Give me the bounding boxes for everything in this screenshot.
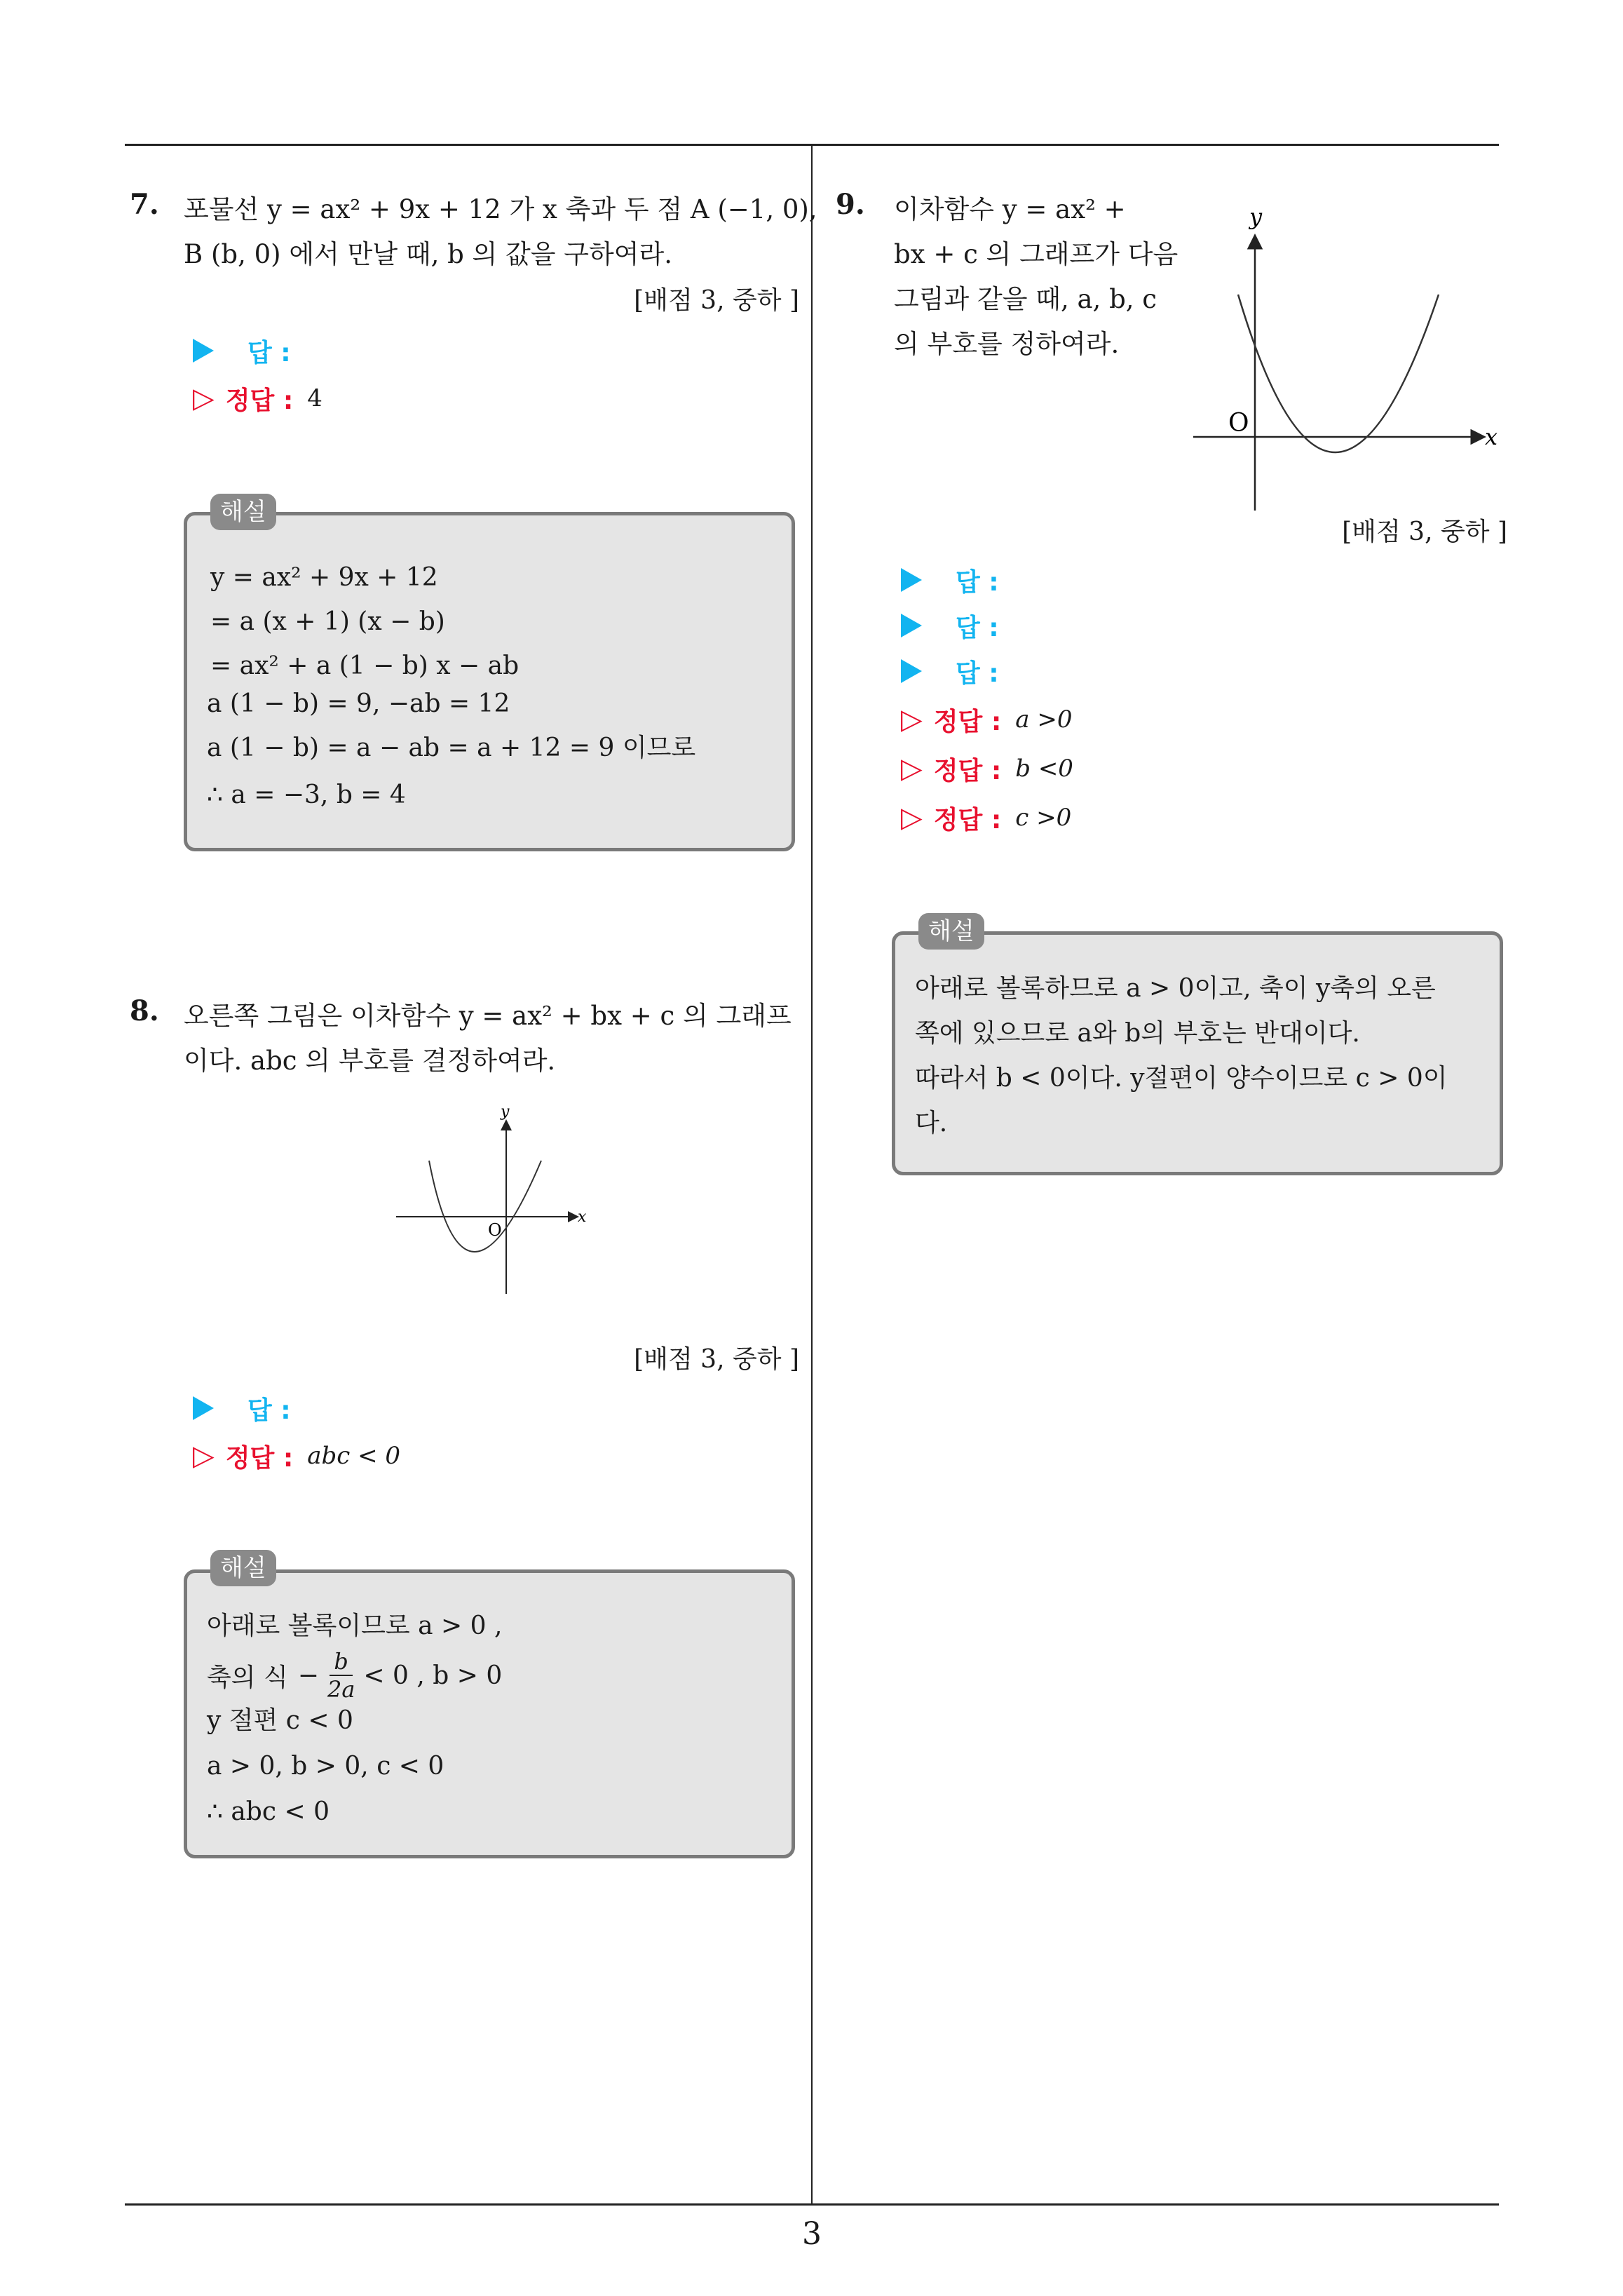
q9-exp-line: 다. xyxy=(915,1109,948,1137)
q9-line: 의 부호를 정하여라. xyxy=(894,329,1120,359)
q9-exp-line: 따라서 b < 0이다. y절편이 양수이므로 c > 0이 xyxy=(915,1064,1448,1093)
q9-parabola-graph xyxy=(1185,203,1507,515)
q7-exp-line: = ax² + a (1 − b) x − ab xyxy=(210,651,520,680)
triangle-outline-icon: ▷ xyxy=(901,802,923,834)
q8-parabola-graph xyxy=(393,1101,589,1297)
q8-y-label: y xyxy=(501,1103,510,1121)
q9-correct-c: c >0 xyxy=(1015,804,1072,832)
play-icon xyxy=(901,568,922,592)
q7-line2: B (b, 0) 에서 만날 때, b 의 값을 구하여라. xyxy=(184,239,673,269)
q9-answer-row-2 xyxy=(901,605,999,647)
q9-parabola-curve xyxy=(1238,295,1439,452)
q9-line: 이차함수 y = ax² + xyxy=(894,194,1126,224)
q8-score: [배점 3, 중하 ] xyxy=(634,1345,799,1374)
answer-label: 답 : xyxy=(247,1396,291,1425)
correct-label: 정답 : xyxy=(933,756,1002,785)
q9-correct-row-b xyxy=(901,748,1073,790)
q8-exp-line: 아래로 볼록이므로 a > 0 , xyxy=(207,1612,503,1640)
q9-answer-row-3 xyxy=(901,650,999,692)
q9-correct-a: a >0 xyxy=(1015,705,1073,734)
play-icon xyxy=(901,614,922,637)
column-divider xyxy=(811,144,813,2206)
q9-correct-row-c xyxy=(901,797,1071,839)
q7-exp-line: y = ax² + 9x + 12 xyxy=(210,563,438,592)
correct-label: 정답 : xyxy=(225,386,294,415)
q9-correct-b: b <0 xyxy=(1015,755,1073,783)
q9-line: bx + c 의 그래프가 다음 xyxy=(894,239,1179,269)
q7-line1: 포물선 y = ax² + 9x + 12 가 x 축과 두 점 A (−1, 0), xyxy=(184,194,817,224)
q7-exp-line: a (1 − b) = a − ab = a + 12 = 9 이므로 xyxy=(207,734,696,762)
q9-y-label: y xyxy=(1249,203,1263,230)
q8-line2: 이다. abc 의 부호를 결정하여라. xyxy=(184,1046,556,1076)
q8-x-label: x xyxy=(578,1208,587,1226)
fraction-denominator: 2a xyxy=(327,1676,355,1703)
answer-label: 답 : xyxy=(247,338,291,367)
q8-correct-value: abc < 0 xyxy=(307,1442,401,1470)
q9-explanation-box xyxy=(892,931,1503,1175)
q9-correct-row-a xyxy=(901,698,1072,741)
q9-answer-row-1 xyxy=(901,559,999,601)
q9-exp-line: 쪽에 있으므로 a와 b의 부호는 반대이다. xyxy=(915,1019,1360,1048)
q9-origin-label: O xyxy=(1228,409,1249,438)
q8-exp-axis-line xyxy=(207,1648,502,1703)
q7-explanation-tag: 해설 xyxy=(210,494,276,530)
q7-score: [배점 3, 중하 ] xyxy=(634,286,799,315)
q7-correct-row xyxy=(193,377,322,419)
q8-origin-label: O xyxy=(488,1220,502,1240)
triangle-outline-icon: ▷ xyxy=(193,382,215,414)
q8-exp-line: y 절편 c < 0 xyxy=(207,1706,353,1735)
q8-exp-line: ∴ abc < 0 xyxy=(207,1797,330,1826)
correct-label: 정답 : xyxy=(933,707,1002,736)
q8-exp-axis-rest: < 0 , b > 0 xyxy=(363,1661,503,1690)
q8-exp-line: a > 0, b > 0, c < 0 xyxy=(207,1752,444,1781)
q8-explanation-tag: 해설 xyxy=(210,1550,276,1586)
bottom-rule xyxy=(125,2203,1499,2206)
play-icon xyxy=(901,659,922,683)
q9-score: [배점 3, 중하 ] xyxy=(1342,518,1507,546)
q8-number: 8. xyxy=(130,994,159,1027)
triangle-outline-icon: ▷ xyxy=(901,703,923,736)
q7-answer-row xyxy=(193,330,291,372)
fraction xyxy=(327,1648,355,1703)
q8-answer-row xyxy=(193,1387,291,1429)
play-icon xyxy=(193,339,214,363)
q8-correct-row xyxy=(193,1435,400,1477)
triangle-outline-icon: ▷ xyxy=(193,1440,215,1472)
answer-label: 답 : xyxy=(956,613,999,642)
triangle-outline-icon: ▷ xyxy=(901,752,923,785)
q9-x-label: x xyxy=(1485,424,1498,450)
q8-line1: 오른쪽 그림은 이차함수 y = ax² + bx + c 의 그래프 xyxy=(184,1001,792,1031)
q7-exp-line: = a (x + 1) (x − b) xyxy=(210,607,445,636)
q7-number: 7. xyxy=(130,188,159,221)
q8-exp-axis-label: 축의 식 xyxy=(207,1663,288,1692)
page-number: 3 xyxy=(802,2216,822,2252)
q7-exp-line: a (1 − b) = 9, −ab = 12 xyxy=(207,689,510,718)
q7-exp-line: ∴ a = −3, b = 4 xyxy=(207,781,406,809)
q9-explanation-tag: 해설 xyxy=(918,913,984,950)
q8-parabola-curve xyxy=(429,1161,541,1252)
q9-line: 그림과 같을 때, a, b, c xyxy=(894,284,1157,314)
fraction-numerator: b xyxy=(330,1648,352,1676)
play-icon xyxy=(193,1396,214,1420)
correct-label: 정답 : xyxy=(225,1443,294,1473)
minus-sign: − xyxy=(297,1661,319,1690)
q7-correct-value: 4 xyxy=(307,384,322,412)
correct-label: 정답 : xyxy=(933,805,1002,835)
answer-label: 답 : xyxy=(956,659,999,688)
q9-number: 9. xyxy=(836,188,865,221)
answer-label: 답 : xyxy=(956,567,999,597)
q9-exp-line: 아래로 볼록하므로 a > 0이고, 축이 y축의 오른 xyxy=(915,974,1436,1003)
